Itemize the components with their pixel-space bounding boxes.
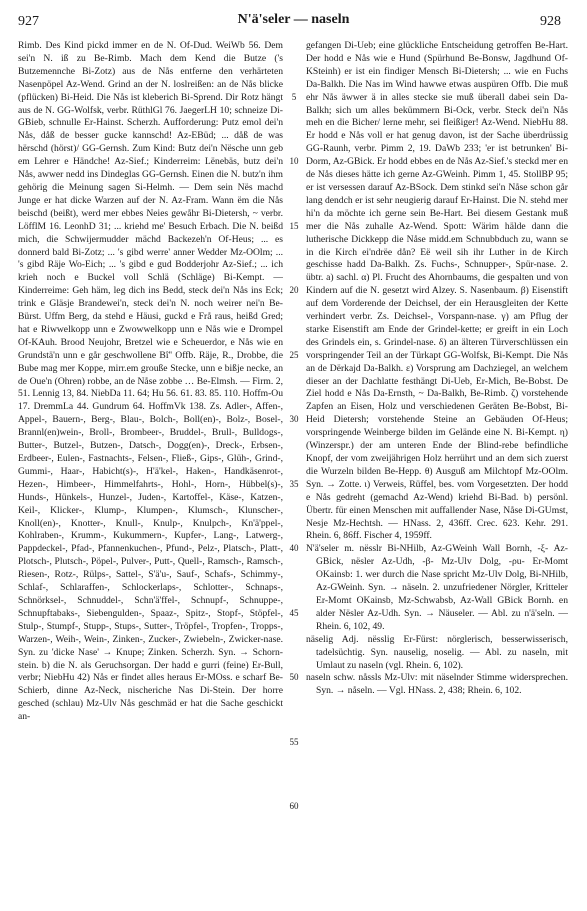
line-number: 20 — [289, 285, 299, 296]
line-number: 30 — [289, 414, 299, 425]
line-number: 15 — [289, 220, 299, 231]
entry-naeselig: näselig Adj. nësslig Er-Fürst: nörglerisch, besserwisserisch, tadelsüchtig. Syn. nauselig, noselig. — Abl. zu naseln, mit Umlaut zu naseln (vgl. Rhein. 6, 102). — [306, 633, 568, 671]
page-number-right: 928 — [540, 14, 561, 29]
line-number: 35 — [289, 478, 299, 489]
line-number: 40 — [289, 543, 299, 554]
page-header — [0, 0, 587, 36]
entry-naseln: naseln schw. nåssls Mz-Ulv: mit näselnder Stimme widersprechen. Syn. → nåseln. — Vgl. HNass. 2, 438; Rhein. 6, 102. — [306, 672, 568, 697]
line-number: 50 — [289, 672, 299, 683]
right-column — [306, 40, 568, 908]
page-number-left: 927 — [18, 14, 39, 29]
line-number: 10 — [289, 156, 299, 167]
left-column — [18, 40, 283, 908]
line-number: 25 — [289, 349, 299, 360]
line-number: 45 — [289, 607, 299, 618]
left-column-text: Rimb. Des Kind pickd immer en de N. Of-Dud. WeiWb 56. Dem sei'n N. iß zu Be-Rimb. Mach dem Kend die Butze ('s Butzemennche Bi-Zotz) aus de Nås entferne den verhärteten Nasenpöpel Az-Wend. Grind an der N. loslreißen: an de Nås blicke (pflücken) Bi-Heid. Die Nås ist kleberich Bi-Sprend. Dir Rotz hängt aus de N. GG-Wolfsk, verbr. RüthlGl 76. JaegerLH 10; schneize Di-GBieb, schnulle Er-Hainst. Scherzh. Aufforderung: Putz emol dei'n Nås, dåß de besser gucke kannschd! Az-EBüd; ... dåß de was hërschd (hörst)/ GG-Gernsh. Zum Kind: Butz dei'n Nësche unn geb em Lehrer e Händche! Az-Sief.; Kinderreim: Lënebäs, butz dei'n Nås, awwer nedd ins Dindeglas GG-Gernsh. Einen die N. butz'n ihm gehörig die Meinung sagen Si-Helmh. — Dem sein Nës machd Junge er hat dicke Warzen auf der N. Az-Fram. Wann ëm die Nås beischd (beißt), werd mer ebbes Neies gewåhr Bi-Dietersh, ~ verbr. LöfflM 16. LeonhD 31; ... kriehd me' Besuch Erbach. Die N. beißd mich, die Schwijermudder mächd Backezeh'n Of-Heus; ... es donnerd bald Bi-Zotz; ... 's gibd werre' anner Wedder Mz-OOlm; ... 's gibd Räje Wo-Eich; ... 's gibd e gud Bodderjohr Az-Sief.; ... ich krieh noch e Buckel voll Schlä (Schläge) Bi-Kempt. — Kinderreime: Geh häm, leg dich ins Bedd, steck dei'n Nås ins Eck; trink e Gläsje Brandewei'n, steck dei'n N. noch weirer nei'n Be-Bürst. Uffm Berg, da stehd e Häusi, guckd e Frå raus, heißd Gred; hat e Riwwelkopp unn e Zwowwelkopp unn e Nås wie e Drompel Of-KAuh. Brood Neujohr, Bretzel wie e Scheuerdor, e Nås wie en Grundstä'n unn e går geschwollene Bî'' Offb. Räje, R., Drobbe, die Bube mag mer Koppe, mirr.em grouße Stecke, unn e bißje necke, an de Oue'n (Ohren) robbe, an de Nåse zobbe … Be-Elmsh. — Firm. 2, 51. Lennig 13, 84. NiebDa 11. 64; Hu 56. 61. 83. 85. 110. Hoffm-Ou 17. DremmLa 44. Gundrum 64. HoffmVk 138. Zs. Adler-, Affen-, Appel-, Bauern-, Berg-, Blau-, Bolch-, Boll(en)-, Bolz-, Bosel-, Brannl(en)wein-, Broll-, Brombeer-, Bruddel-, Brull-, Bulldogs-, Butter-, Butzel-, Butzen-, Datsch-, Dogg(en)-, Dreck-, Erbsen-, Erdbeer-, Eulen-, Fastnachts-, Felsen-, Fließ-, Gips-, Glüh-, Grind-, Gummi-, Haar-, Habicht(s)-, H'ä'kel-, Haken-, Handkäsenrot-, Hezen-, Himbeer-, Himmelfahrts-, Hohl-, Horn-, Hübbel(s)-, Hunds-, Hünkels-, Hunzel-, Juden-, Kartoffel-, Käse-, Katzen-, Keil-, Klicker-, Klump-, Klumpen-, Klumsch-, Klunscher-, Knoll(en)-, Knotter-, Knull-, Knulp-, Knulpch-, Kn'ä'ppel-, Kohlraben-, Krumm-, Kukummern-, Kupfer-, Lang-, Latwerg-, Pappdeckel-, Pfad-, Pfannenkuchen-, Pfund-, Pelz-, Platsch-, Platt-, Plotsch-, Plutsch-, Pöpel-, Pulver-, Putt-, Quell-, Ramsch-, Ramsch-, Riesen-, Rotz-, Rülps-, Sattel-, S'ä'u-, Sauf-, Schafs-, Schimmy-, Schlaf-, Schlaraffen-, Schlockerlaps-, Schlotter-, Schnaps-, Schnörksel-, Schnuddel-, Schn'ä'ffel-, Schnupf-, Schnuppe-, Schnupftabaks-, Siebengulden-, Spaaz-, Spitz-, Stopf-, Stöpfel-, Stulp-, Stumpf-, Stupp-, Stups-, Sutter-, Tröpfel-, Tropfen-, Tropps-, Warzen-, Weih-, Wein-, Zinken-, Zucker-, Zwiebeln-, Zwicker-nase. Syn. zu 'dicke Nase' → Knupe; Zinken. Scherzh. Syn. → Schorn-stein. b) die N. als Geruchsorgan. Der hadd e gurri (feine) Er-Bull, verbr; NiebHu 42) Nås er findet alles heraus Er-MOss. e scharf Be-Schierb, dinne Az-Neck, nischeriche Nas Di-Stein. Der horre gesched (schlau) Mz-Ulv Nås geschmäd er hat die Sache geschickt an- — [18, 40, 283, 723]
line-number: 55 — [289, 736, 299, 747]
running-head-title: N'ä'seler — naseln — [237, 12, 350, 27]
entry-naeseler: N'ä'seler m. nësslr Bi-NHilb, Az-GWeinh Wall Bornh, -ξ- Az-GBick, nësler Az-Udh, -β- Mz-Ulv Dolg, -ρu- Er-Momt OKainsb: 1. wer durch die Nase spricht Mz-Ulv Dolg, Bi-NHilb, Az-GWeinh. Syn. → näseln. 2. unzufriedener Nörgler, Kritteler Er-Momt OKainsb, Mz-Schwabsb, Az-Wall GBick Bornh. en alder Nësler Az-Udh. Syn. → Näuseler. — Abl. zu n'ä'seln. — Rhein. 6, 102, 49. — [306, 543, 568, 632]
line-number: 60 — [289, 801, 299, 812]
entry-nase-continued: gefangen Di-Ueb; eine glückliche Entscheidung getroffen Be-Hart. Der hodd e Nås wie e Hund (Spürhund Be-Bonsw, Jagdhund Of-KSteinh) er ist ein findiger Mensch Bi-Dietersh; ... wie en Fuchs Da-Balkh. Die Nas im Wind hawwe etwas auspüren Offb. Die muß ehr Nås äwwer ä in alles stecke sie muß überall dabei sein Da-Balkh; sich um alles bekümmern Bi-Ock, verbr. Steck dei'n Nås meh en die Bicher/ lerne mehr, sei fleißiger! Az-Wend. NiebHu 88. Er hodd e Nås voll er hat genug davon, ist der Sache überdrüssig GG-Raunh, verbr. Pimm 2, 19. DaWb 233; 'er ist betrunken' Bi-Dorm, Az-GBick. Er hodd ebbes en de Nås Az-Sief.'s steckd mer en de Nås dieses hätte ich gerne Az-GWeinh. Pimm 1, 45. StollBP 95; er ist versessen darauf Az-BSock. Dem stinkd sei'n Nåse schon går lang dendch er ist sehr neugierig darauf Er-Hainst. Die N. stehd mer hi'n da möchte ich gerne sein Be-Hart. Bei diesem Gestank muß mer die Nås zuhalle Az-Wend. Spott: Wärim hälde dann die lutherische Dickkepp die Nåse midd.em Schnubbduch zu, wann se in die Kirch ei'ndrëe dån? Eë weil sih ihr Luther in de Kirch geschisse hadd Da-Balkh. Zs. Fuchs-, Schnupper-, Spür-nase. 2. übtr. a) sachl. α) Pl. Frucht des Ahornbaums, die gespalten und von Kindern auf die N. gesetzt wird Alzey. S. Nasenbaum. β) Eisenstift auf dem Vorderende der Deichsel, der ein Herausgleiten der Kette verhindert verbr. Zs. Deichsel-, Vorspann-nase. γ) am Pflug der starke Eisenstift am Ende der Grindel-kette; er greift in ein Loch des Grindels ein, s. Grindel-nase. δ) an älteren Türverschlüssen ein vorspringender Teil an der Türkapt GG-Wolfsk, Bi-Kempt. Die Nås an de Dërkajd Da-Balkh. ε) Vorsprung am Dachziegel, an welchem dieser an der Dachlatte festhängt Di-Ueb, Er-Mich, Be-Bobst. De Ziel hodd e Nås Da-Ernsth, ~ Da-Balkh, Be-Rimb. ζ) vorstehende Zapfen an Eisen, Holz und verschiedenen Geräten Be-Bobst, Bi-Heid Dietersh; vorstehende Steine an Gebäuden Of-Heus; vorspringende Weinberge bilden im Gelände eine N. Bi-Kempt. η) (Winzerspr.) der am unteren Ende der Blind-rebe befindliche Knopf, der vom zweijährigen Holz herrührt und an dem sich zuerst die Wurzeln bilden Be-Hepp. θ) Ausguß am Milchtopf Mz-OOlm. Syn. → Zotte. ι) Verweis, Rüffel, bes. vom Vorgesetzten. Der hodd e Nås gedreht (gemachd Az-Wend) kriehd Bi-Bad. b) persönl. Übertr. für einen Menschen mit auffallender Nase, Nåse Di-GUmst, Nesje Mz-Hechtsh. — HNass. 2, 436ff. Crec. 623. Kehr. 291. Rhein. 6, 86ff. Fischer 4, 1959ff. — [306, 40, 568, 542]
line-number: 5 — [291, 91, 297, 102]
